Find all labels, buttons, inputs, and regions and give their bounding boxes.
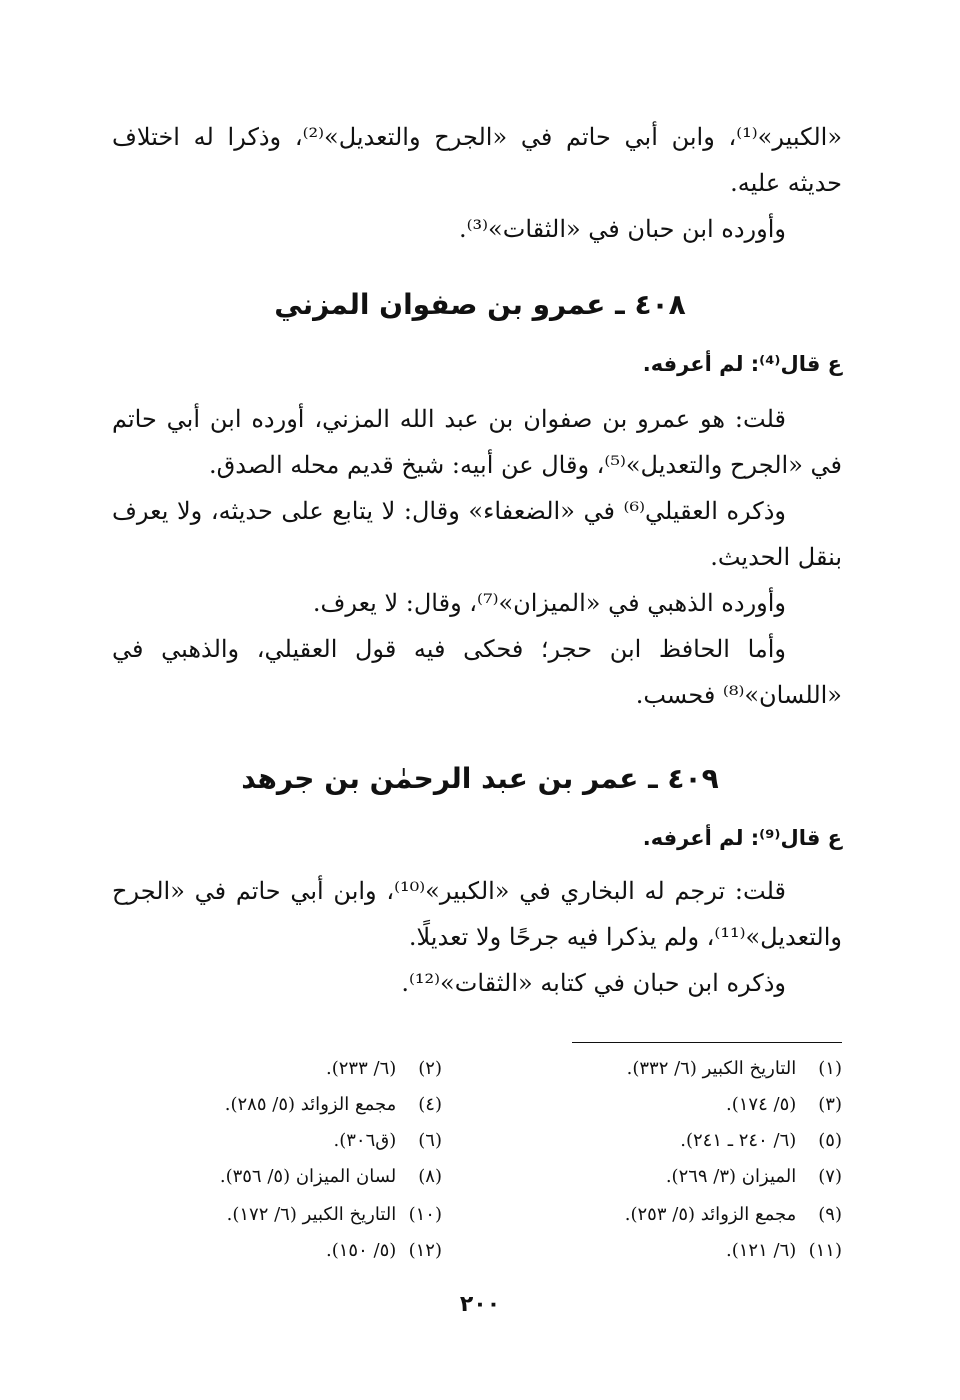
page-number: ٢٠٠ bbox=[459, 1292, 501, 1317]
footnote-text: (٦/ ٢٤٠ ـ ٢٤١). bbox=[680, 1130, 797, 1151]
intro-block bbox=[112, 114, 842, 252]
footnote-12 bbox=[326, 1240, 442, 1261]
footnote-divider bbox=[572, 1042, 842, 1043]
footnote-7 bbox=[666, 1166, 842, 1187]
entry-408-paragraph-3: وأورده الذهبي في «الميزان»⁽⁷⁾، وقال: لا يعرف. bbox=[312, 589, 786, 617]
footnote-number: (١١) bbox=[808, 1240, 842, 1261]
footnote-8 bbox=[220, 1166, 442, 1187]
footnote-text: (٦/ ٢٣٣). bbox=[326, 1058, 397, 1079]
footnote-text: (٥/ ١٧٤). bbox=[726, 1094, 797, 1115]
entry-408-said: ع قال⁽⁴⁾: لم أعرفه. bbox=[642, 352, 842, 376]
footnote-number: (١٢) bbox=[408, 1240, 442, 1261]
footnote-1 bbox=[627, 1058, 842, 1079]
entry-408-heading: ٤٠٨ ـ عمرو بن صفوان المزني bbox=[274, 288, 686, 321]
entry-409-body bbox=[112, 868, 842, 1006]
footnote-number: (٦) bbox=[418, 1130, 442, 1151]
footnote-10 bbox=[227, 1204, 442, 1225]
footnote-number: (٨) bbox=[418, 1166, 442, 1187]
footnote-number: (٩) bbox=[818, 1204, 842, 1225]
entry-409-heading: ٤٠٩ ـ عمر بن عبد الرحمٰن بن جرهد bbox=[241, 762, 719, 795]
footnote-number: (١٠) bbox=[408, 1204, 442, 1225]
entry-408-paragraph-1: قلت: هو عمرو بن صفوان بن عبد الله المزني، أورده ابن أبي حاتم في «الجرح والتعديل»⁽⁵⁾، وقال عن أبيه: شيخ قديم محله الصدق. bbox=[112, 405, 842, 479]
footnote-number: (١) bbox=[818, 1058, 842, 1079]
entry-408-paragraph-2: وذكره العقيلي⁽⁶⁾ في «الضعفاء» وقال: لا يتابع على حديثه، ولا يعرف بنقل الحديث. bbox=[112, 497, 842, 571]
intro-paragraph-1: «الكبير»⁽¹⁾، وابن أبي حاتم في «الجرح والتعديل»⁽²⁾، وذكرا له اختلاف حديثه عليه. bbox=[112, 123, 843, 197]
footnote-text: مجمع الزوائد (٥/ ٢٥٣). bbox=[624, 1204, 797, 1225]
footnote-text: (ق٣٠٦). bbox=[333, 1130, 397, 1151]
footnote-text: لسان الميزان (٥/ ٣٥٦). bbox=[219, 1166, 397, 1187]
footnote-number: (٣) bbox=[818, 1094, 842, 1115]
intro-paragraph-2: وأورده ابن حبان في «الثقات»⁽³⁾. bbox=[458, 215, 786, 243]
entry-408-paragraph-4: وأما الحافظ ابن حجر؛ فحكى فيه قول العقيلي، والذهبي في «اللسان»⁽⁸⁾ فحسب. bbox=[112, 635, 842, 709]
footnote-3 bbox=[726, 1094, 842, 1115]
footnote-number: (٤) bbox=[418, 1094, 442, 1115]
footnote-11 bbox=[726, 1240, 842, 1261]
footnote-9 bbox=[625, 1204, 842, 1225]
entry-409-said: ع قال⁽⁹⁾: لم أعرفه. bbox=[642, 826, 842, 850]
footnote-number: (٧) bbox=[818, 1166, 842, 1187]
footnote-number: (٥) bbox=[818, 1130, 842, 1151]
footnote-number: (٢) bbox=[418, 1058, 442, 1079]
footnote-4 bbox=[225, 1094, 442, 1115]
entry-409-paragraph-2: وذكره ابن حبان في كتابه «الثقات»⁽¹²⁾. bbox=[401, 969, 786, 997]
footnote-text: (٥/ ١٥٠). bbox=[326, 1240, 397, 1261]
entry-408-body bbox=[112, 396, 842, 718]
footnote-text: التاريخ الكبير (٦/ ٣٣٢). bbox=[626, 1058, 797, 1079]
footnote-6 bbox=[334, 1130, 443, 1151]
footnote-text: الميزان (٣/ ٢٦٩). bbox=[665, 1166, 797, 1187]
entry-409-paragraph-1: قلت: ترجم له البخاري في «الكبير»⁽¹⁰⁾، وابن أبي حاتم في «الجرح والتعديل»⁽¹¹⁾، ولم يذكرا فيه جرحًا ولا تعديلًا. bbox=[112, 877, 842, 951]
footnote-text: (٦/ ١٢١). bbox=[726, 1240, 797, 1261]
footnote-2 bbox=[326, 1058, 442, 1079]
footnote-text: التاريخ الكبير (٦/ ١٧٢). bbox=[226, 1204, 397, 1225]
footnote-5 bbox=[680, 1130, 842, 1151]
footnote-text: مجمع الزوائد (٥/ ٢٨٥). bbox=[224, 1094, 397, 1115]
